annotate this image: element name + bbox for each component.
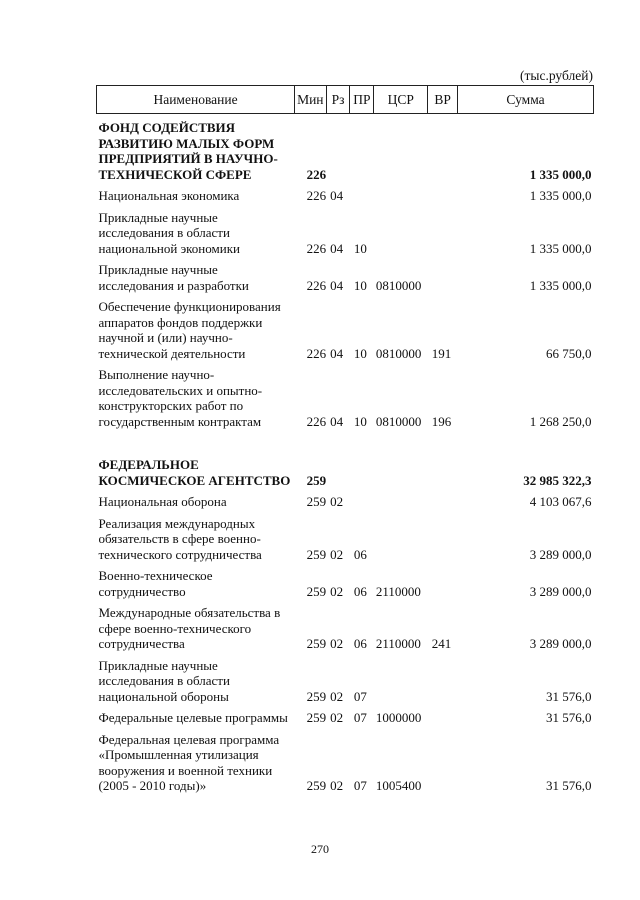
row-rz: 02	[330, 636, 344, 651]
header-name: Наименование	[97, 86, 295, 114]
row-vr: 191	[431, 345, 452, 361]
header-min: Мин	[295, 86, 327, 114]
header-sum: Сумма	[458, 86, 594, 114]
row-min: 226	[306, 166, 327, 182]
row-rz: 02	[330, 494, 344, 509]
row-pr: 07	[353, 688, 367, 704]
row-min: 226	[306, 188, 327, 203]
table-row	[97, 258, 594, 295]
row-rz: 02	[330, 546, 344, 562]
units-label: (тыс.рублей)	[520, 68, 593, 83]
row-csr: 0810000	[375, 413, 422, 429]
row-csr: 0810000	[375, 345, 422, 361]
row-name: Национальная экономика	[98, 188, 240, 203]
row-vr	[428, 184, 458, 206]
row-sum: 3 289 000,0	[529, 546, 592, 562]
row-pr: 10	[353, 413, 367, 429]
row-name: Федеральная целевая программа «Промышленная утилизация вооружения и военной техники (2005 - 2010 годы)»	[98, 731, 280, 793]
row-pr: 06	[353, 583, 367, 599]
table-row	[97, 184, 594, 206]
row-csr: 1005400	[375, 778, 422, 793]
row-name: Федеральные целевые программы	[98, 710, 288, 725]
row-csr: 2110000	[375, 583, 421, 599]
row-name: Военно-техническое сотрудничество	[98, 568, 213, 599]
row-vr: 241	[431, 636, 452, 651]
row-rz: 04	[330, 277, 344, 293]
row-vr	[428, 206, 458, 259]
row-csr	[374, 114, 428, 185]
row-min: 226	[306, 240, 327, 256]
row-name: Реализация международных обязательств в сфере военно-технического сотрудничества	[98, 515, 262, 562]
row-pr	[350, 184, 374, 206]
row-name: Национальная оборона	[98, 494, 227, 509]
row-min: 226	[306, 345, 327, 361]
row-rz: 04	[330, 413, 344, 429]
row-name: Прикладные научные исследования в области национальной экономики	[98, 209, 240, 256]
table-row	[97, 601, 594, 654]
row-rz	[326, 114, 350, 185]
row-min: 259	[306, 636, 327, 651]
row-name: Выполнение научно-исследовательских и опытно-конструкторских работ по государственным контрактам	[98, 367, 263, 429]
row-rz	[326, 431, 350, 490]
row-csr	[374, 184, 428, 206]
row-rz: 02	[330, 778, 344, 793]
row-csr	[374, 206, 428, 259]
row-min: 259	[306, 778, 327, 793]
row-min: 259	[306, 583, 327, 599]
row-sum: 4 103 067,6	[529, 494, 592, 509]
row-sum: 66 750,0	[546, 345, 592, 361]
row-pr: 07	[353, 778, 367, 793]
table-row	[97, 728, 594, 796]
table-row	[97, 114, 594, 185]
row-min: 226	[306, 413, 327, 429]
row-vr	[428, 431, 458, 490]
row-csr	[374, 490, 428, 512]
row-pr: 06	[353, 636, 367, 651]
row-min: 259	[306, 494, 327, 509]
row-sum: 32 985 322,3	[523, 472, 592, 488]
table-row	[97, 431, 594, 490]
row-rz: 04	[330, 240, 344, 256]
row-min: 259	[306, 688, 327, 704]
row-sum: 1 268 250,0	[529, 413, 592, 429]
table-row	[97, 295, 594, 363]
header-csr: ЦСР	[374, 86, 428, 114]
row-pr	[350, 114, 374, 185]
row-vr	[428, 728, 458, 796]
row-sum: 31 576,0	[546, 778, 592, 793]
page-number: 270	[311, 842, 329, 856]
table-row	[97, 564, 594, 601]
row-name: Обеспечение функционирования аппаратов фондов поддержки научной и (или) научно-технической деятельности	[98, 299, 281, 361]
row-vr	[428, 564, 458, 601]
row-sum: 1 335 000,0	[529, 188, 592, 203]
row-sum: 31 576,0	[546, 710, 592, 725]
row-rz: 02	[330, 710, 344, 725]
header-rz: Рз	[326, 86, 350, 114]
table-header-row	[97, 86, 594, 114]
row-sum: 1 335 000,0	[529, 240, 592, 256]
row-csr	[374, 431, 428, 490]
row-pr: 10	[353, 345, 367, 361]
budget-table	[96, 85, 594, 796]
row-pr: 06	[353, 546, 367, 562]
row-name: Международные обязательства в сфере военно-технического сотрудничества	[98, 605, 281, 651]
row-sum: 31 576,0	[546, 688, 592, 704]
row-name: ФОНД СОДЕЙСТВИЯ РАЗВИТИЮ МАЛЫХ ФОРМ ПРЕДПРИЯТИЙ В НАУЧНО-ТЕХНИЧЕСКОЙ СФЕРЕ	[98, 120, 278, 182]
row-pr: 10	[353, 277, 367, 293]
row-name: Прикладные научные исследования и разработки	[98, 262, 249, 293]
row-pr: 07	[353, 710, 367, 725]
row-csr: 0810000	[375, 277, 422, 293]
row-pr: 10	[353, 240, 367, 256]
row-min: 259	[306, 472, 327, 488]
row-csr	[374, 512, 428, 565]
row-csr: 1000000	[375, 710, 422, 725]
row-csr: 2110000	[375, 636, 421, 651]
row-pr	[350, 431, 374, 490]
row-vr	[428, 114, 458, 185]
row-vr	[428, 512, 458, 565]
row-sum: 3 289 000,0	[529, 583, 592, 599]
table-row	[97, 490, 594, 512]
row-csr	[374, 654, 428, 707]
row-sum: 1 335 000,0	[529, 166, 592, 182]
row-vr	[428, 490, 458, 512]
row-rz: 02	[330, 688, 344, 704]
row-rz: 04	[330, 188, 344, 203]
row-vr	[428, 654, 458, 707]
row-vr	[428, 706, 458, 728]
row-name: Прикладные научные исследования в области национальной обороны	[98, 657, 230, 704]
table-row	[97, 206, 594, 259]
row-min: 259	[306, 710, 327, 725]
header-vr: ВР	[428, 86, 458, 114]
table-row	[97, 706, 594, 728]
row-name: ФЕДЕРАЛЬНОЕ КОСМИЧЕСКОЕ АГЕНТСТВО	[98, 457, 291, 488]
row-min: 259	[306, 546, 327, 562]
row-sum: 1 335 000,0	[529, 277, 592, 293]
table-row	[97, 363, 594, 431]
row-pr	[350, 490, 374, 512]
row-vr: 196	[431, 413, 452, 429]
row-sum: 3 289 000,0	[529, 636, 592, 651]
row-vr	[428, 258, 458, 295]
row-min: 226	[306, 277, 327, 293]
header-pr: ПР	[350, 86, 374, 114]
table-row	[97, 654, 594, 707]
row-rz: 04	[330, 345, 344, 361]
row-rz: 02	[330, 583, 344, 599]
table-row	[97, 512, 594, 565]
